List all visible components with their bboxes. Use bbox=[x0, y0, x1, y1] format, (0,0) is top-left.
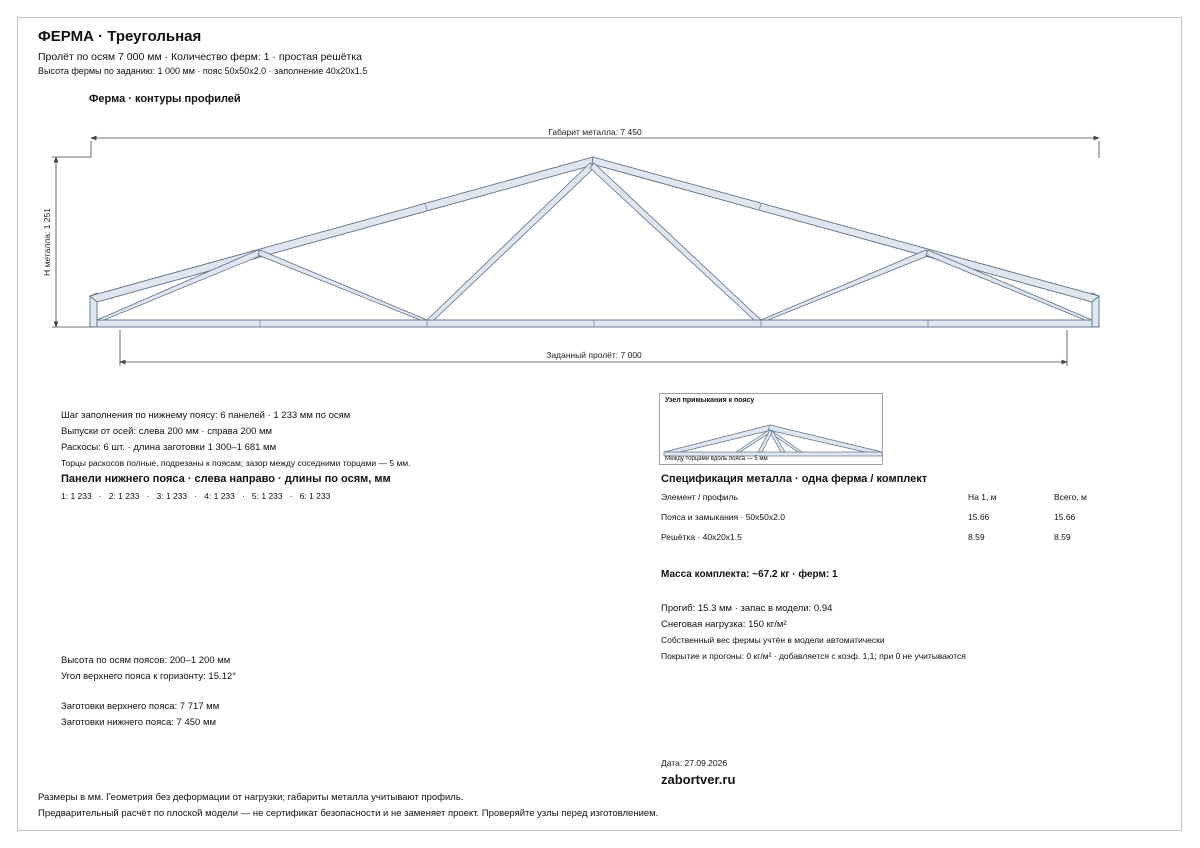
spec-header-per-one: На 1, м bbox=[968, 492, 997, 502]
spec-row-chords-per-one: 15.66 bbox=[968, 512, 990, 522]
info-ends: Торцы раскосов полные, подрезаны к поясам; зазор между соседними торцами — 5 мм. bbox=[61, 458, 411, 468]
node-detail-title: Узел примыкания к поясу bbox=[665, 397, 755, 404]
height-range: Высота по осям поясов: 200–1 200 мм bbox=[61, 655, 231, 666]
info-step: Шаг заполнения по нижнему поясу: 6 панелей · 1 233 мм по осям bbox=[61, 410, 351, 421]
overall-dim-label: Габарит металла: 7 450 bbox=[548, 127, 642, 137]
spec-row-chords-total: 15.66 bbox=[1054, 512, 1076, 522]
kit-mass: Масса комплекта: ~67.2 кг · ферм: 1 bbox=[661, 569, 838, 580]
node-detail-sketch bbox=[660, 394, 882, 464]
node-detail-note: Между торцами вдоль пояса — 5 мм bbox=[665, 456, 768, 462]
snow-load: Снеговая нагрузка: 150 кг/м² bbox=[661, 619, 787, 630]
footer-note-dimensions: Размеры в мм. Геометрия без деформации от нагрузки; габариты металла учитывают профиль. bbox=[38, 792, 464, 803]
footer-note-disclaimer: Предварительный расчёт по плоской модели — не сертификат безопасности и не заменяет проект. Проверяйте узлы перед изготовлением. bbox=[38, 808, 659, 819]
span-dimension bbox=[120, 330, 1067, 366]
spec-header-total: Всего, м bbox=[1054, 492, 1087, 502]
panels-list: 1: 1 233 · 2: 1 233 · 3: 1 233 · 4: 1 233 · 5: 1 233 · 6: 1 233 bbox=[61, 491, 331, 501]
roofing-note: Покрытие и прогоны: 0 кг/м² · добавляется с коэф. 1,1; при 0 не учитываются bbox=[661, 651, 966, 661]
bottom-chord-blanks: Заготовки нижнего пояса: 7 450 мм bbox=[61, 717, 217, 728]
deflection: Прогиб: 15.3 мм · запас в модели: 0.94 bbox=[661, 603, 833, 614]
drawing-title: Ферма · контуры профилей bbox=[89, 93, 241, 105]
panels-title: Панели нижнего пояса · слева направо · длины по осям, мм bbox=[61, 473, 391, 485]
node-detail-box bbox=[659, 393, 883, 465]
info-diagonals: Раскосы: 6 шт. · длина заготовки 1 300–1 681 мм bbox=[61, 442, 277, 453]
self-weight-note: Собственный вес фермы учтён в модели автоматически bbox=[661, 635, 885, 645]
top-chord-blanks: Заготовки верхнего пояса: 7 717 мм bbox=[61, 701, 220, 712]
spec-row-web-total: 8.59 bbox=[1054, 532, 1071, 542]
date: Дата: 27.09.2026 bbox=[661, 758, 728, 768]
spec-row-web-per-one: 8.59 bbox=[968, 532, 985, 542]
spec-row-chords: Пояса и замыкания · 50х50х2.0 bbox=[661, 512, 785, 522]
brand-site: zabortver.ru bbox=[661, 772, 736, 787]
top-chord-right bbox=[592, 157, 1099, 302]
height-dimension bbox=[52, 157, 90, 327]
spec-row-web: Решётка · 40х20х1.5 bbox=[661, 532, 742, 542]
info-overhang: Выпуски от осей: слева 200 мм · справа 200 мм bbox=[61, 426, 273, 437]
overall-dimension bbox=[91, 138, 1099, 158]
bottom-chord bbox=[90, 320, 1099, 327]
page-details: Высота фермы по заданию: 1 000 мм · пояс 50х50х2.0 · заполнение 40х20х1.5 bbox=[38, 66, 368, 76]
height-dim-label: Н металла: 1 251 bbox=[42, 208, 52, 276]
spec-header-element: Элемент / профиль bbox=[661, 492, 738, 502]
spec-title: Спецификация металла · одна ферма / комплект bbox=[661, 473, 928, 485]
web-members bbox=[97, 163, 1092, 320]
page-title: ФЕРМА · Треугольная bbox=[38, 28, 202, 45]
span-dim-label: Заданный пролёт: 7 000 bbox=[546, 350, 642, 360]
page-subtitle: Пролёт по осям 7 000 мм · Количество ферм: 1 · простая решётка bbox=[38, 51, 363, 63]
top-chord-angle: Угол верхнего пояса к горизонту: 15.12° bbox=[61, 671, 236, 682]
